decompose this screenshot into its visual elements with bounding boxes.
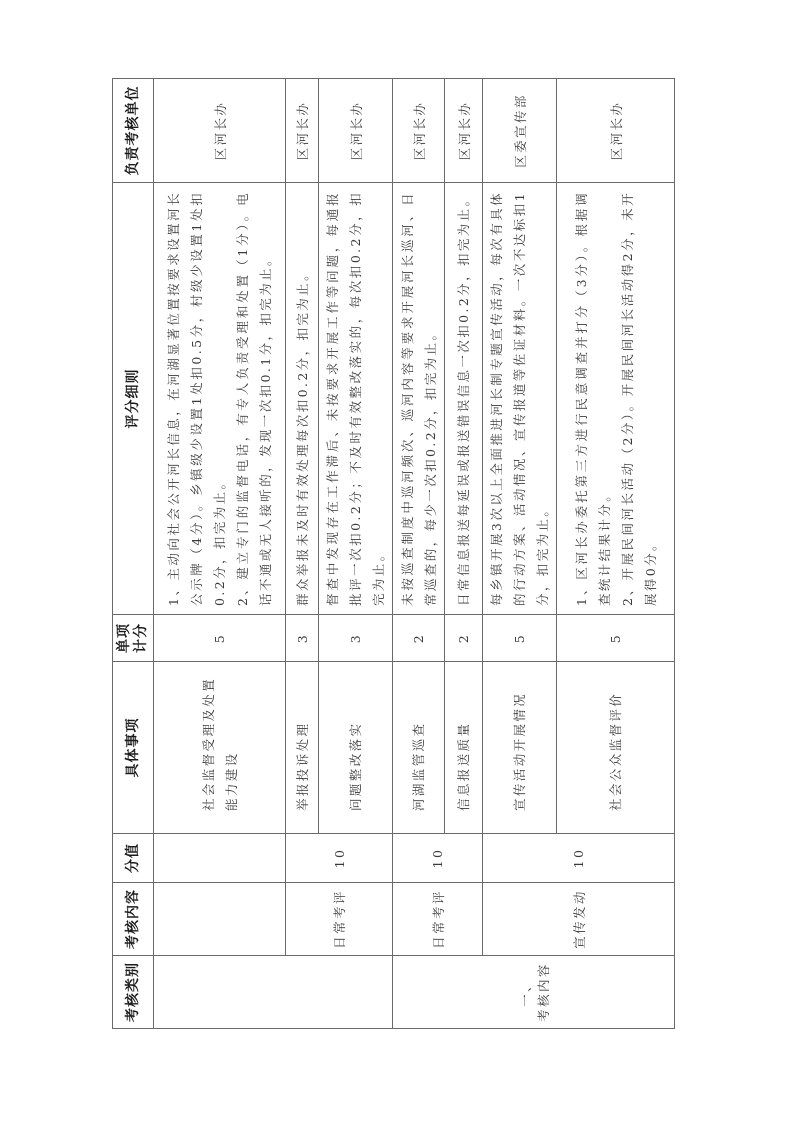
rule-line: 1、区河长办委托第三方进行民意调查并打分（3分）。根据调查统计结果计分。 (573, 191, 612, 606)
table-row (286, 79, 319, 1029)
header-single-score-line2: 计分 (133, 623, 149, 653)
unit-cell: 区河长办 (445, 79, 483, 183)
item-cell: 社会监督受理及处置能力建设 (154, 662, 286, 834)
unit-cell: 区委宣传部 (483, 79, 557, 183)
header-unit: 负责考核单位 (113, 79, 154, 183)
item-cell: 问题整改落实 (319, 662, 393, 834)
rule-line: 1、主动向社会公开河长信息，在河湖显著位置按要求设置河长公示牌（4分）。乡镇级少设置1处扣0.5分，村级少设置1处扣0.2分，扣完为止。 (166, 191, 227, 606)
score-cell: 5 (483, 615, 557, 662)
content-cell: 日常考评 (286, 883, 393, 956)
points-cell-empty (154, 834, 286, 883)
unit-cell: 区河长办 (393, 79, 445, 183)
score-cell: 3 (286, 615, 319, 662)
content-cell: 宣传发动 (483, 883, 675, 956)
unit-cell: 区河长办 (154, 79, 286, 183)
rule-line: 2、开展民间河长活动（2分）。开展民间河长活动得2分，未开展得0分。 (619, 191, 658, 606)
item-cell: 河湖监管巡查 (393, 662, 445, 834)
score-cell: 5 (557, 615, 675, 662)
assessment-table (112, 78, 675, 1029)
header-single-score-line1: 单项 (116, 623, 132, 653)
content-cell: 日常考评 (393, 883, 483, 956)
item-cell: 社会公众监督评价 (557, 662, 675, 834)
header-rules: 评分细则 (113, 183, 154, 615)
rule-line: 2、建立专门的监督电话，有专人负责受理和处置（1分）。电话不通或无人接听的，发现一次扣0.1分，扣完为止。 (235, 191, 273, 606)
table-row (393, 79, 445, 1029)
points-cell: 10 (393, 834, 483, 883)
content-cell-empty (154, 883, 286, 956)
score-cell: 3 (319, 615, 393, 662)
header-points: 分值 (113, 834, 154, 883)
unit-cell: 区河长办 (286, 79, 319, 183)
table-row (154, 79, 286, 1029)
header-content: 考核内容 (113, 883, 154, 956)
category-cell (393, 956, 675, 1029)
score-cell: 5 (154, 615, 286, 662)
table-row (483, 79, 557, 1029)
unit-cell: 区河长办 (557, 79, 675, 183)
category-cell-empty (154, 956, 393, 1029)
header-category: 考核类别 (113, 956, 154, 1029)
category-label-line2: 考核内容 (535, 962, 551, 1022)
points-cell: 10 (483, 834, 675, 883)
rules-cell: 日常信息报送每延误或报送错误信息一次扣0.2分，扣完为止。 (445, 183, 483, 615)
header-row (113, 79, 154, 1029)
item-cell: 举报投诉处理 (286, 662, 319, 834)
unit-cell: 区河长办 (319, 79, 393, 183)
header-single-score (113, 615, 154, 662)
score-cell: 2 (393, 615, 445, 662)
rotated-assessment-table-page (112, 79, 658, 1029)
rules-cell (154, 183, 286, 615)
header-item: 具体事项 (113, 662, 154, 834)
rules-cell: 督查中发现存在工作滞后、未按要求开展工作等问题，每通报批评一次扣0.2分；不及时有效整改落实的，每次扣0.2分，扣完为止。 (319, 183, 393, 615)
item-cell: 信息报送质量 (445, 662, 483, 834)
points-cell: 10 (286, 834, 393, 883)
category-label-line1: 一、 (517, 977, 533, 1007)
rules-cell: 每乡镇开展3次以上全面推进河长制专题宣传活动，每次有具体的行动方案、活动情况、宣传报道等佐证材料。一次不达标扣1分，扣完为止。 (483, 183, 557, 615)
rules-cell (557, 183, 675, 615)
rules-cell: 群众举报未及时有效处理每次扣0.2分，扣完为止。 (286, 183, 319, 615)
item-cell: 宣传活动开展情况 (483, 662, 557, 834)
rules-cell: 未按巡查制度中巡河频次、巡河内容等要求开展河长巡河、日常巡查的，每少一次扣0.2分，扣完为止。 (393, 183, 445, 615)
score-cell: 2 (445, 615, 483, 662)
